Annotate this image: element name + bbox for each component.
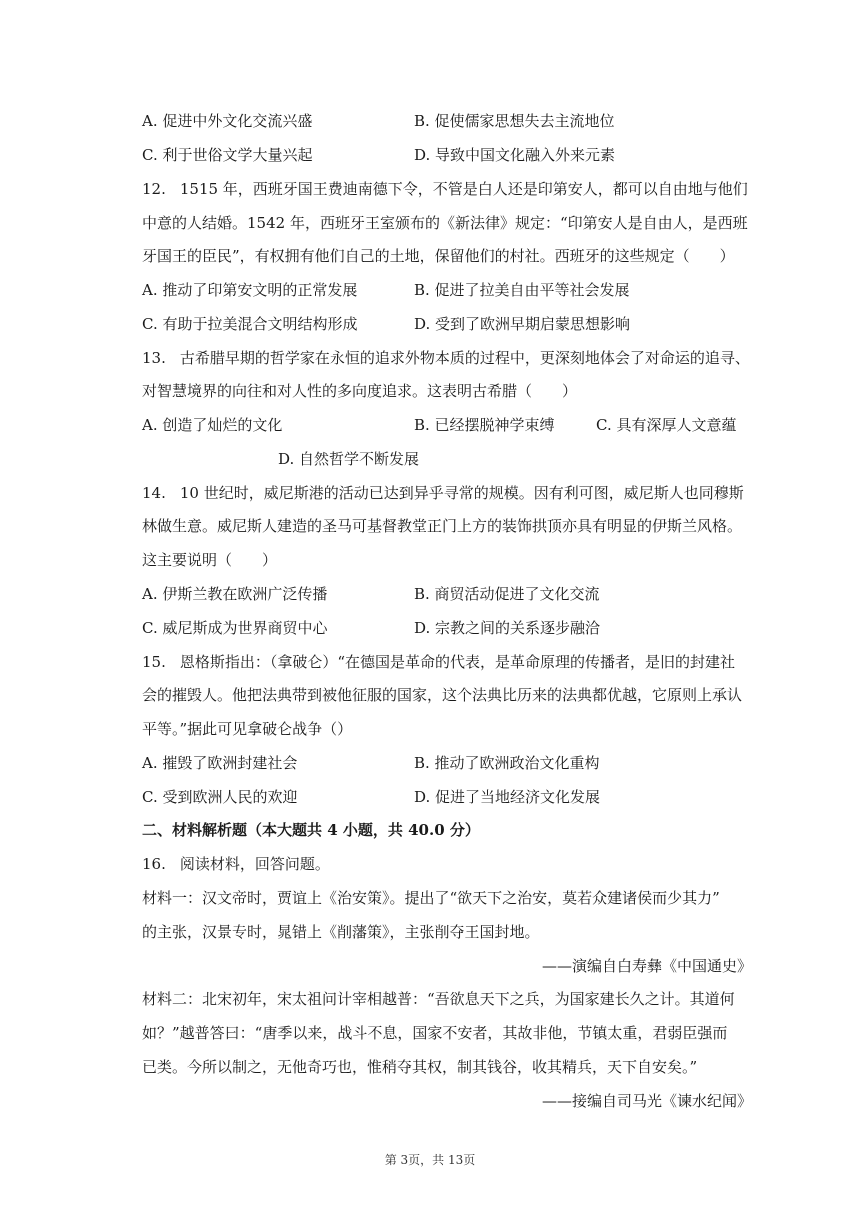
q15-option-d: D. 促进了当地经济文化发展: [414, 788, 601, 806]
q16-material-1-line-2: 的主张，汉景专时，晁错上《削藩策》，主张削夺王国封地。: [142, 923, 540, 941]
q14-option-d: D. 宗教之间的关系逐步融洽: [414, 619, 601, 637]
q16-number: 16.: [142, 855, 166, 873]
q13-option-b: B. 已经摆脱神学束缚: [414, 416, 555, 434]
q15-option-c: C. 受到欧洲人民的欢迎: [142, 788, 298, 806]
q16-material-1-source: ——演编自白寿彝《中国通史》: [541, 957, 752, 975]
q14-stem-line-3: 这主要说明（ ）: [142, 551, 278, 569]
q13-option-d: D. 自然哲学不断发展: [278, 450, 420, 468]
q16-intro: 16. 阅读材料，回答问题。: [142, 855, 330, 873]
q13-stem-line-1: 13. 古希腊早期的哲学家在永恒的追求外物本质的过程中，更深刻地体会了对命运的追寻、: [142, 349, 750, 367]
q11-option-c: C. 利于世俗文学大量兴起: [142, 146, 313, 164]
section-2-heading: 二、材料解析题（本大题共 4 小题，共 40.0 分）: [142, 821, 480, 839]
page-footer: 第 3页，共 13页: [384, 1153, 476, 1167]
q13-option-a: A. 创造了灿烂的文化: [142, 416, 283, 434]
q15-stem-line-2: 会的摧毁人。他把法典带到被他征服的国家，这个法典比历来的法典都优越，它原则上承认: [142, 686, 743, 704]
q13-option-c: C. 具有深厚人文意蕴: [596, 416, 737, 434]
q16-material-1-line-1: 材料一：汉文帝时，贾谊上《治安策》。提出了“欲天下之治安，莫若众建诸侯而少其力”: [142, 889, 720, 907]
q11-option-d: D. 导致中国文化融入外来元素: [414, 146, 616, 164]
q14-option-a: A. 伊斯兰教在欧洲广泛传播: [142, 585, 328, 603]
q13-stem-line-2: 对智慧境界的向往和对人性的多向度追求。这表明古希腊（ ）: [142, 382, 578, 400]
q12-option-a: A. 推动了印第安文明的正常发展: [142, 281, 358, 299]
q13-number: 13.: [142, 349, 166, 367]
q15-stem-line-1: 15. 恩格斯指出：（拿破仑）“在德国是革命的代表，是革命原理的传播者，是旧的封建社: [142, 653, 736, 671]
q14-option-b: B. 商贸活动促进了文化交流: [414, 585, 600, 603]
q14-stem-line-1: 14. 10 世纪时，威尼斯港的活动已达到异乎寻常的规模。因有利可图，威尼斯人也同穆斯: [142, 484, 744, 502]
q12-number: 12.: [142, 180, 166, 198]
q12-stem-line-1: 12. 1515 年，西班牙国王费迪南德下令，不管是白人还是印第安人，都可以自由地与他们: [142, 180, 748, 198]
q15-option-a: A. 摧毁了欧洲封建社会: [142, 754, 298, 772]
q16-material-2-line-1: 材料二：北宋初年，宋太祖问计宰相越普：“吾欲息天下之兵，为国家建长久之计。其道何: [142, 990, 735, 1008]
q12-option-c: C. 有助于拉美混合文明结构形成: [142, 315, 358, 333]
q16-material-2-source: ——接编自司马光《谏水纪闻》: [541, 1092, 752, 1110]
q11-option-b: B. 促使儒家思想失去主流地位: [414, 112, 615, 130]
q12-option-d: D. 受到了欧洲早期启蒙思想影响: [414, 315, 631, 333]
q14-option-c: C. 威尼斯成为世界商贸中心: [142, 619, 328, 637]
q14-stem-line-2: 林做生意。威尼斯人建造的圣马可基督教堂正门上方的装饰拱顶亦具有明显的伊斯兰风格。: [142, 517, 743, 535]
q12-option-b: B. 促进了拉美自由平等社会发展: [414, 281, 630, 299]
q16-material-2-line-3: 已类。今所以制之，无他奇巧也，惟稍夺其权，制其钱谷，收其精兵，天下自安矣。”: [142, 1058, 698, 1076]
q12-stem-line-3: 牙国王的臣民”，有权拥有他们自己的土地，保留他们的村社。西班牙的这些规定（ ）: [142, 247, 735, 265]
q11-option-a: A. 促进中外文化交流兴盛: [142, 112, 313, 130]
q15-option-b: B. 推动了欧洲政治文化重构: [414, 754, 600, 772]
q16-material-2-line-2: 如？”越普答曰：“唐季以来，战斗不息，国家不安者，其故非他，节镇太重，君弱臣强而: [142, 1024, 728, 1042]
q15-number: 15.: [142, 653, 166, 671]
q14-number: 14.: [142, 484, 166, 502]
q15-stem-line-3: 平等。”据此可见拿破仑战争（）: [142, 720, 353, 738]
q12-stem-line-2: 中意的人结婚。1542 年，西班牙王室颁布的《新法律》规定：“印第安人是自由人，是西班: [142, 214, 748, 232]
